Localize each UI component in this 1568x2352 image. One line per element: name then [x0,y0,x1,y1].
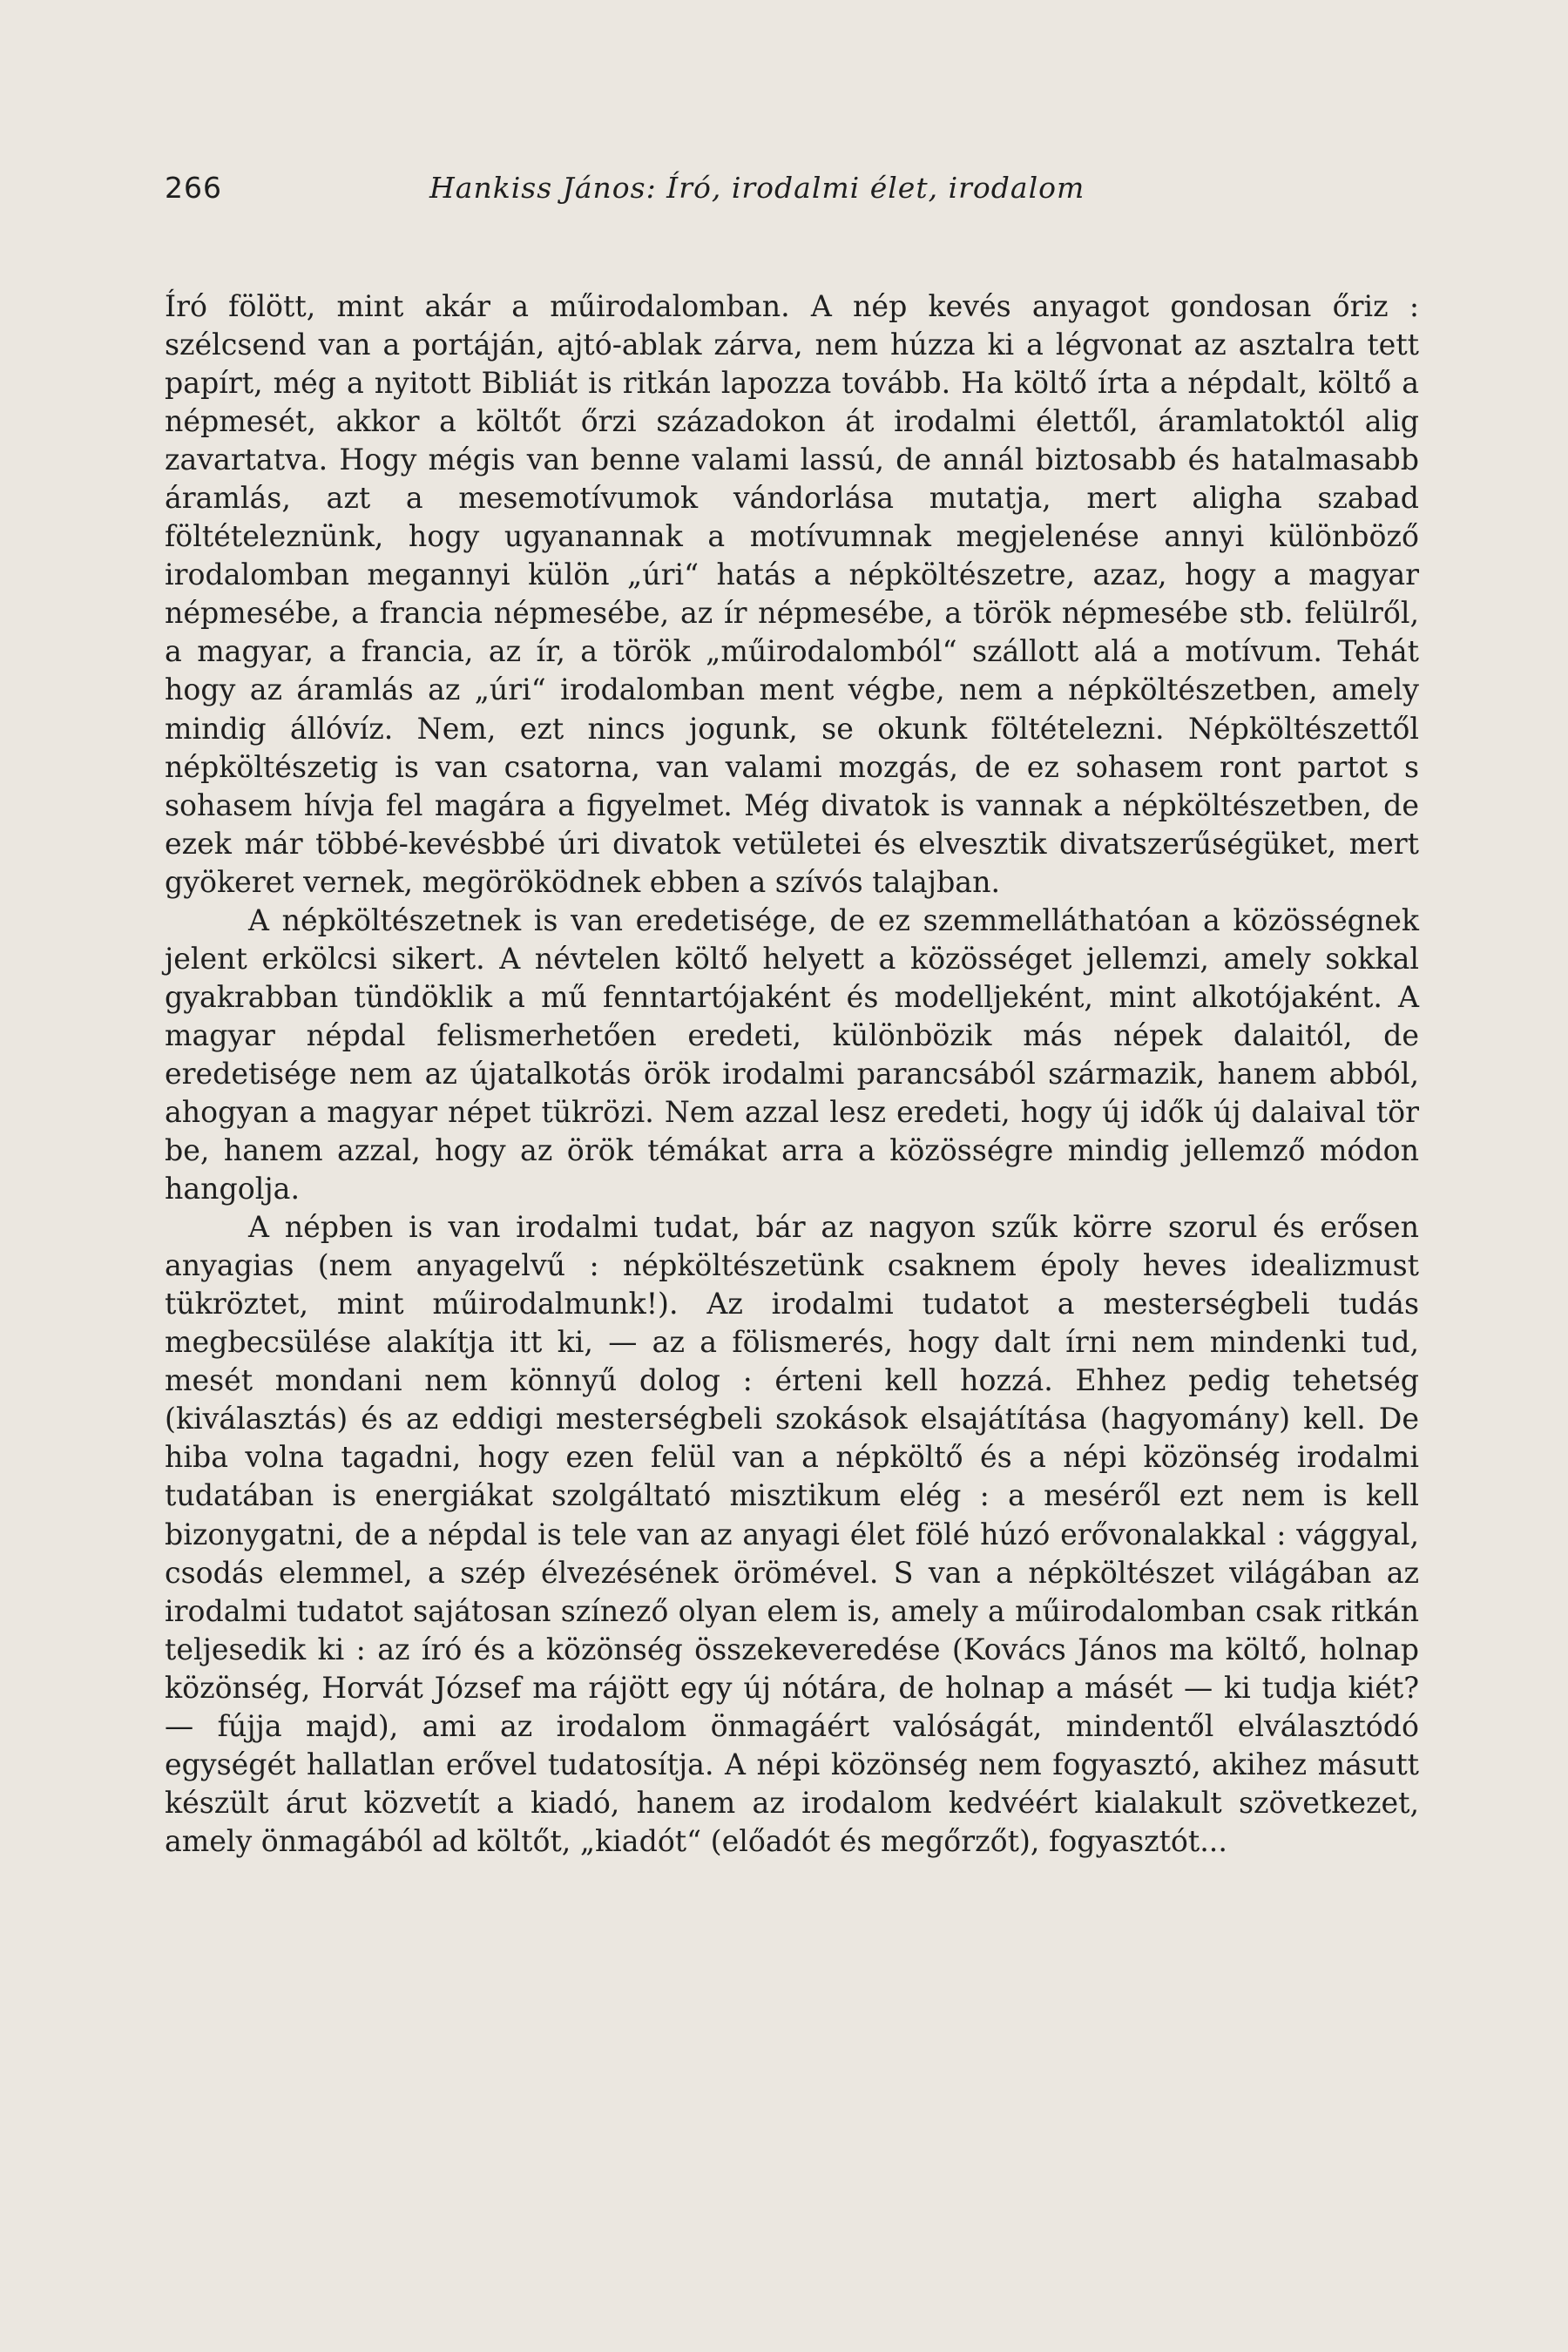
body-text [165,287,1419,1861]
paragraph-3: A népben is van irodalmi tudat, bár az nagyon szűk körre szorul és erősen anyagias (nem anyagelvű : népköltészetünk csaknem époly heves idealizmust tükröztet, mint műirodalmunk!). Az irodalmi tudatot a mesterségbeli tudás megbecsülése alakítja itt ki, — az a fölismerés, hogy dalt írni nem mindenki tud, mesét mondani nem könnyű dolog : érteni kell hozzá. Ehhez pedig tehetség (kiválasztás) és az eddigi mesterségbeli szokások elsajátítása (hagyomány) kell. De hiba volna tagadni, hogy ezen felül van a népköltő és a népi közönség irodalmi tudatában is energiákat szolgáltató misztikum elég : a meséről ezt nem is kell bizonygatni, de a népdal is tele van az anyagi élet fölé húzó erővonalakkal : vággyal, csodás elemmel, a szép élvezésének örömével. S van a népköltészet világában az irodalmi tudatot sajátosan színező olyan elem is, amely a műirodalomban csak ritkán teljesedik ki : az író és a közönség összekeveredése (Kovács János ma költő, holnap közönség, Horvát József ma rájött egy új nótára, de holnap a másét — ki tudja kiét? — fújja majd), ami az irodalom önmagáért valóságát, mindentől elválasztódó egységét hallatlan erővel tudatosítja. A népi közönség nem fogyasztó, akihez másutt készült árut közvetít a kiadó, hanem az irodalom kedvéért kialakult szövetkezet, amely önmagából ad költőt, „kiadót“ (előadót és megőrzőt), fogyasztót... [165,1210,1419,1858]
page-header [165,171,1419,213]
page-number: 266 [165,171,222,205]
running-head: Hankiss János: Író, irodalmi élet, irodalom [429,171,1085,205]
paragraph-2: A népköltészetnek is van eredetisége, de ez szemmelláthatóan a közösségnek jelent erkölcsi sikert. A névtelen költő helyett a közösséget jellemzi, amely sokkal gyakrabban tündöklik a mű fenntartójaként és modelljeként, mint alkotójaként. A magyar népdal felismerhetően eredeti, különbözik más népek dalaitól, de eredetisége nem az újatalkotás örök irodalmi parancsából származik, hanem abból, ahogyan a magyar népet tükrözi. Nem azzal lesz eredeti, hogy új idők új dalaival tör be, hanem azzal, hogy az örök témákat arra a közösségre mindig jellemző módon hangolja. [165,902,1419,1206]
paragraph-1: Író fölött, mint akár a műirodalomban. A nép kevés anyagot gondosan őriz : szélcsend van a portáján, ajtó-ablak zárva, nem húzza ki a légvonat az asztalra tett papírt, még a nyitott Bibliát is ritkán lapozza tovább. Ha költő írta a népdalt, költő a népmesét, akkor a költőt őrzi századokon át irodalmi élettől, áramlatoktól alig zavartatva. Hogy mégis van benne valami lassú, de annál biztosabb és hatalmasabb áramlás, azt a mesemotívumok vándorlása mutatja, mert aligha szabad föltételeznünk, hogy ugyanannak a motívumnak megjelenése annyi különböző irodalomban megannyi külön „úri“ hatás a népköltészetre, azaz, hogy a magyar népmesébe, a francia népmesébe, az ír népmesébe, a török népmesébe stb. felülről, a magyar, a francia, az ír, a török „műirodalomból“ szállott alá a motívum. Tehát hogy az áramlás az „úri“ irodalomban ment végbe, nem a népköltészetben, amely mindig állóvíz. Nem, ezt nincs jogunk, se okunk föltételezni. Népköltészettől népköltészetig is van csatorna, van valami mozgás, de ez sohasem ront partot s sohasem hívja fel magára a figyelmet. Még divatok is vannak a népköltészetben, de ezek már többé-kevésbbé úri divatok vetületei és elvesztik divatszerűségüket, mert gyökeret vernek, megöröködnek ebben a szívós talajban. [165,289,1419,899]
